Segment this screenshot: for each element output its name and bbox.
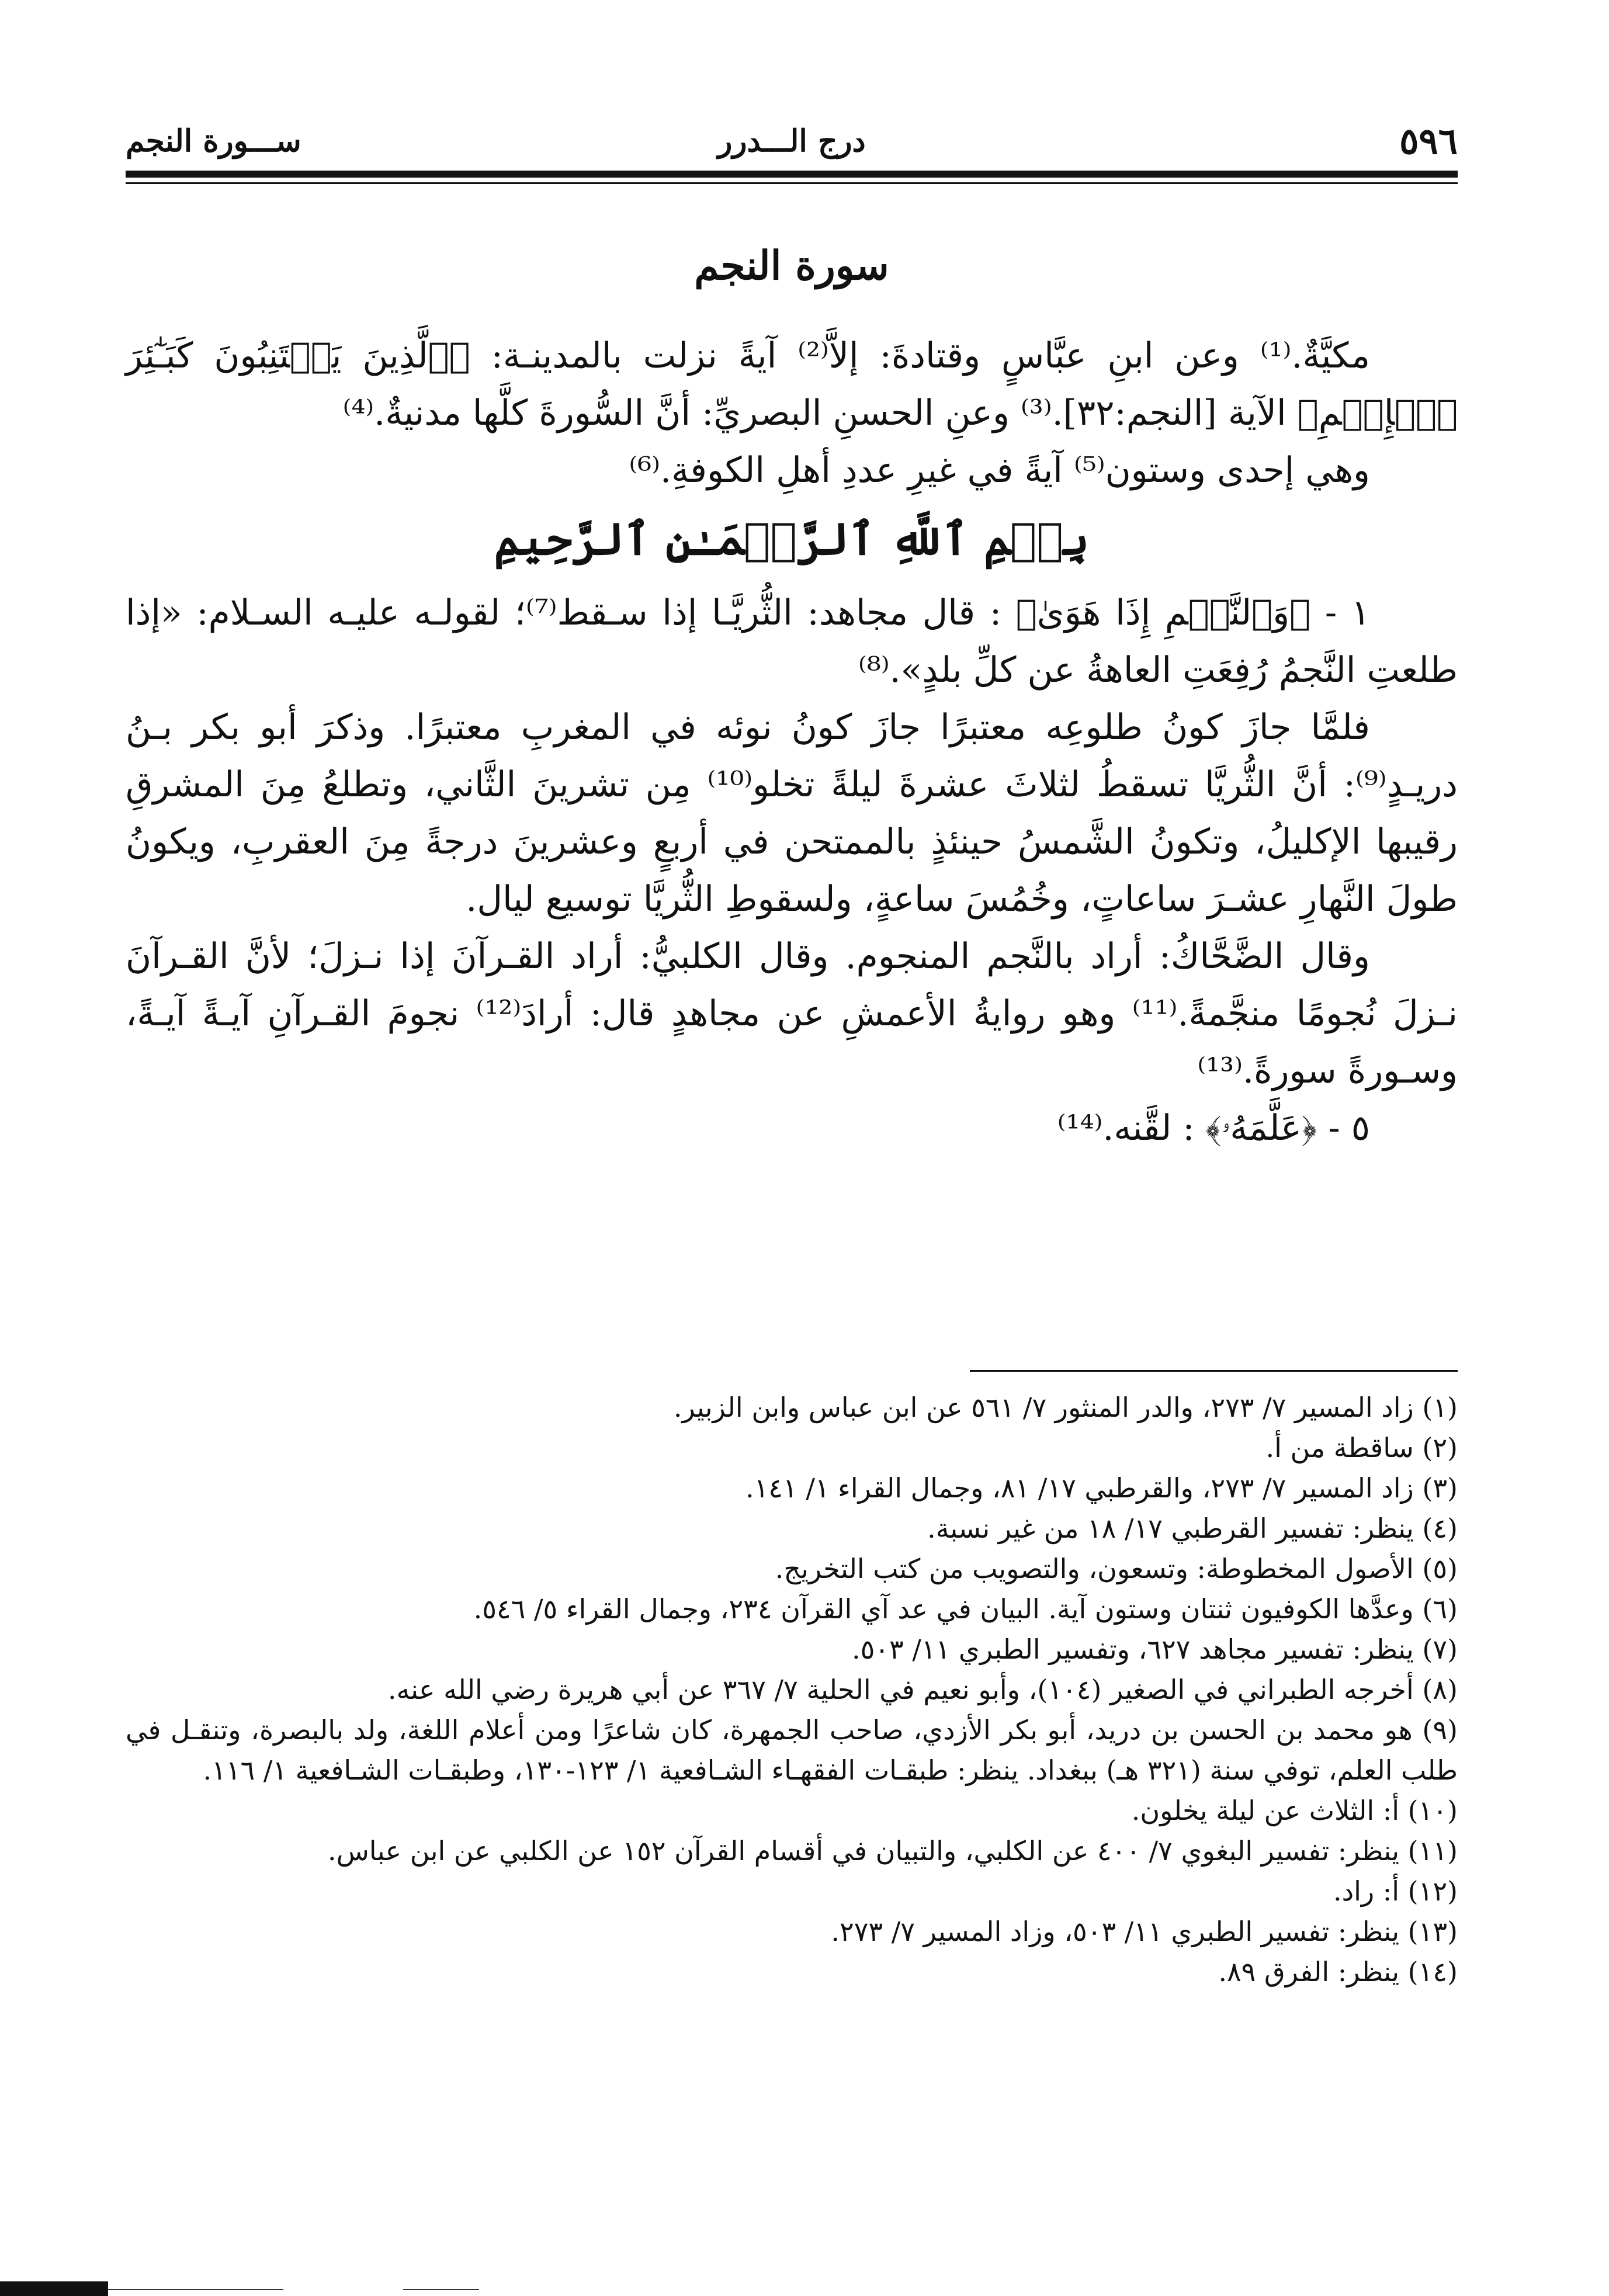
footnote: (٢) ساقطة من أ. — [1265, 1432, 1458, 1463]
paragraph-dahhak: وقال الضَّحَّاكُ: أراد بالنَّجم المنجوم. وقال الكلبيُّ: أراد القـرآنَ إذا نـزلَ؛ لأنَّ القـرآنَ نـزلَ نُجومًا منجَّمةً.⁽¹¹⁾ وهو روايةُ الأعمشِ عن مجاهدٍ قال: أرادَ⁽¹²⁾ نجومَ القـرآنِ آيـةً آيـةً، وسـورةً سورةً.⁽¹³⁾ — [126, 936, 1458, 1091]
scan-edge-mark — [0, 2281, 108, 2296]
footnote: (١١) ينظر: تفسير البغوي ٧/ ٤٠٠ عن الكلبي، والتبيان في أقسام القرآن ١٥٢ عن الكلبي عن ابن عباس. — [327, 1835, 1458, 1867]
book-title: درج الـــدرر — [717, 123, 866, 159]
footnote: (٩) هو محمد بن الحسن بن دريد، أبو بكر الأزدي، صاحب الجمهرة، كان شاعرًا ومن أعلام اللغة، ولد بالبصرة، وتنقـل في طلب العلم، توفي سنة (٣٢١ هـ) ببغداد. ينظر: طبقـات الفقهـاء الشـافعية ١/ ١٢٣-١٣٠، وطبقـات الشـافعية ١/ ١١٦. — [126, 1714, 1458, 1786]
footnote: (١٤) ينظر: الفرق ٨٩. — [1218, 1956, 1458, 1988]
paragraph-pleiades: فلمَّا جازَ كونُ طلوعِه معتبرًا جازَ كونُ نوئه في المغربِ معتبرًا. وذكرَ أبو بكر بـنُ دريـدٍ⁽⁹⁾: أنَّ الثُّريَّا تسقطُ لثلاثَ عشرةَ ليلةً تخلو⁽¹⁰⁾ مِن تشرينَ الثَّاني، وتطلعُ مِنَ المشرقِ رقيبها الإكليلُ، وتكونُ الشَّمسُ حينئذٍ بالممتحن في أربعٍ وعشرينَ درجةً مِنَ العقربِ، ويكونُ طولَ النَّهارِ عشـرَ ساعاتٍ، وخُمُسَ ساعةٍ، ولسقوطِ الثُّريَّا توسيع ليال. — [126, 707, 1458, 920]
footnote: (٣) زاد المسير ٧/ ٢٧٣، والقرطبي ١٧/ ٨١، وجمال القراء ١/ ١٤١. — [745, 1472, 1458, 1504]
paragraph-intro: مكيَّةٌ.⁽¹⁾ وعن ابنِ عبَّاسٍ وقتادةَ: إلاَّ⁽²⁾ آيةً نزلت بالمدينـة: ﴿ٱلَّذِينَ يَجۡتَنِبُونَ كَبَـٰٓئِرَ ٱلۡإِثۡمِ﴾ الآية [النجم:٣٢].⁽³⁾ وعنِ الحسنِ البصريِّ: أنَّ السُّورةَ كلَّها مدنيةٌ.⁽⁴⁾ — [126, 335, 1458, 433]
footnote: (٨) أخرجه الطبراني في الصغير (١٠٤)، وأبو نعيم في الحلية ٧/ ٣٦٧ عن أبي هريرة رضي الله عنه. — [387, 1674, 1458, 1705]
paragraph-verse-count: وهي إحدى وستون⁽⁵⁾ آيةً في غيرِ عددِ أهلِ الكوفةِ.⁽⁶⁾ — [629, 450, 1370, 491]
paragraph-verse-5: ٥ - ﴿عَلَّمَهُۥ﴾ : لقَّنه.⁽¹⁴⁾ — [1057, 1108, 1370, 1149]
footnotes — [126, 1388, 1458, 1992]
sura-name: ســـورة النجم — [126, 123, 301, 159]
footnote: (٤) ينظر: تفسير القرطبي ١٧/ ١٨ من غير نسبة. — [927, 1513, 1458, 1544]
footnote: (١) زاد المسير ٧/ ٢٧٣، والدر المنثور ٧/ ٥٦١ عن ابن عباس وابن الزبير. — [673, 1392, 1458, 1423]
chapter-title: سورة النجم — [694, 242, 889, 289]
footnote: (١٣) ينظر: تفسير الطبري ١١/ ٥٠٣، وزاد المسير ٧/ ٢٧٣. — [831, 1916, 1458, 1947]
scan-edge-line — [403, 2289, 479, 2290]
footnote-separator — [970, 1370, 1458, 1372]
footnote: (٧) ينظر: تفسير مجاهد ٦٢٧، وتفسير الطبري ١١/ ٥٠٣. — [851, 1633, 1458, 1665]
footnote: (١٠) أ: الثلاث عن ليلة يخلون. — [1131, 1795, 1458, 1826]
scan-edge-line — [108, 2289, 283, 2290]
footnote: (١٢) أ: راد. — [1333, 1875, 1458, 1907]
main-text — [126, 327, 1458, 1157]
footnote: (٦) وعدَّها الكوفيون ثنتان وستون آية. البيان في عد آي القرآن ٢٣٤، وجمال القراء ٥/ ٥٤٦. — [473, 1593, 1458, 1625]
running-header — [126, 120, 1458, 167]
header-rule-thin — [126, 182, 1458, 184]
page-number: ٥٩٦ — [1399, 120, 1458, 162]
paragraph-verse-1: ١ - ﴿وَٱلنَّجۡمِ إِذَا هَوَىٰ﴾ : قال مجاهد: الثُّريَّـا إذا سـقط⁽⁷⁾؛ لقولـه عليـه السـلام: «إذا طلعتِ النَّجمُ رُفِعَتِ العاهةُ عن كلِّ بلدٍ».⁽⁸⁾ — [126, 592, 1458, 691]
basmala: بِسۡمِ ٱللَّهِ ٱلرَّحۡمَـٰنِ ٱلرَّحِيمِ — [494, 513, 1090, 565]
header-rule-thick — [126, 171, 1458, 178]
footnote: (٥) الأصول المخطوطة: وتسعون، والتصويب من كتب التخريج. — [775, 1553, 1458, 1584]
